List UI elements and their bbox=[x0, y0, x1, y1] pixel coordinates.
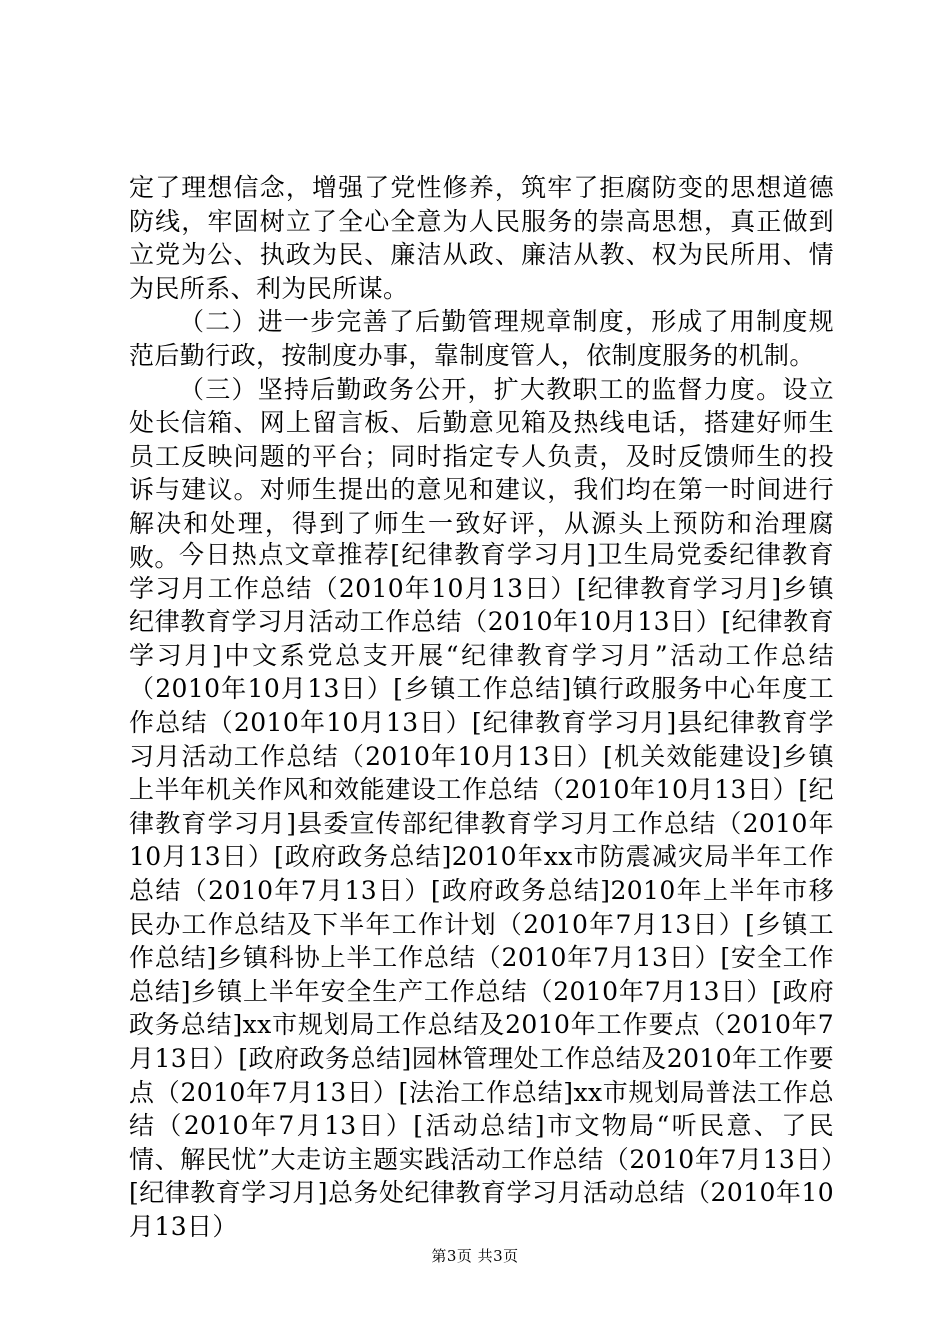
recommended-articles-section bbox=[129, 538, 834, 1243]
body-text-section bbox=[129, 171, 834, 574]
paragraph-continuation: 定了理想信念，增强了党性修养，筑牢了拒腐防变的思想道德防线，牢固树立了全心全意为人民服务的崇高思想，真正做到立党为公、执政为民、廉洁从政、廉洁从教、权为民所用、情为民所系、利为民所谋。 bbox=[129, 173, 834, 303]
recommended-articles-paragraph: 今日热点文章推荐[纪律教育学习月]卫生局党委纪律教育学习月工作总结（2010年10月13日）[纪律教育学习月]乡镇纪律教育学习月活动工作总结（2010年10月13日）[纪律教育学习月]中文系党总支开展“纪律教育学习月”活动工作总结（2010年10月13日）[乡镇工作总结]镇行政服务中心年度工作总结（2010年10月13日）[纪律教育学习月]县纪律教育学习月活动工作总结（2010年10月13日）[机关效能建设]乡镇上半年机关作风和效能建设工作总结（2010年10月13日）[纪律教育学习月]县委宣传部纪律教育学习月工作总结（2010年10月13日）[政府政务总结]2010年xx市防震减灾局半年工作总结（2010年7月13日）[政府政务总结]2010年上半年市移民办工作总结及下半年工作计划（2010年7月13日）[乡镇工作总结]乡镇科协上半工作总结（2010年7月13日）[安全工作总结]乡镇上半年安全生产工作总结（2010年7月13日）[政府政务总结]xx市规划局工作总结及2010年工作要点（2010年7月13日）[政府政务总结]园林管理处工作总结及2010年工作要点（2010年7月13日）[法治工作总结]xx市规划局普法工作总结（2010年7月13日）[活动总结]市文物局“听民意、了民情、解民忧”大走访主题实践活动工作总结（2010年7月13日）[纪律教育学习月]总务处纪律教育学习月活动总结（2010年10月13日） bbox=[129, 540, 834, 1241]
paragraph-item-2: （二）进一步完善了后勤管理规章制度，形成了用制度规范后勤行政，按制度办事，靠制度管人，依制度服务的机制。 bbox=[129, 307, 834, 370]
page-number-label: 第3页 共3页 bbox=[431, 1247, 519, 1265]
page-footer bbox=[0, 1245, 950, 1266]
paragraph-item-3: （三）坚持后勤政务公开，扩大教职工的监督力度。设立处长信箱、网上留言板、后勤意见箱及热线电话，搭建好师生员工反映问题的平台；同时指定专人负责，及时反馈师生的投诉与建议。对师生提出的意见和建议，我们均在第一时间进行解决和处理，得到了师生一致好评，从源头上预防和治理腐败。 bbox=[129, 374, 834, 572]
